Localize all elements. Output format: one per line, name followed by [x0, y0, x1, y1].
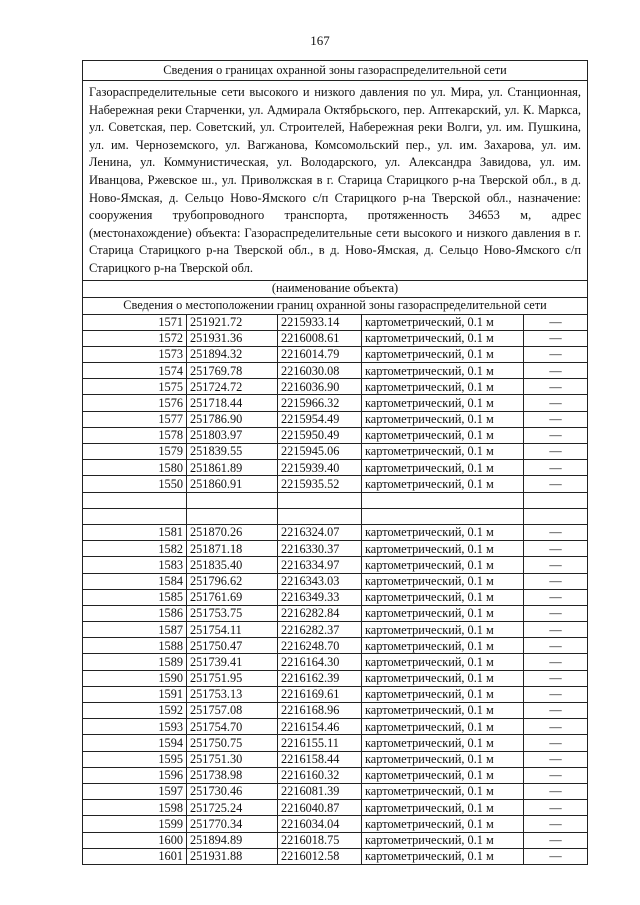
- method-accuracy: картометрический, 0.1 м: [362, 589, 524, 605]
- table-row: [83, 444, 588, 460]
- coordinate-x: 251718.44: [187, 395, 278, 411]
- description-dash: —: [524, 783, 588, 799]
- coordinate-y: [278, 492, 362, 508]
- table-title: Сведения о границах охранной зоны газораспределительной сети: [83, 61, 588, 81]
- description-dash: —: [524, 573, 588, 589]
- description-dash: —: [524, 848, 588, 864]
- table-row: [83, 427, 588, 443]
- description-dash: —: [524, 638, 588, 654]
- coordinate-x: 251861.89: [187, 460, 278, 476]
- coordinate-x: 251839.55: [187, 444, 278, 460]
- point-number: 1575: [83, 379, 187, 395]
- coordinate-y: 2216343.03: [278, 573, 362, 589]
- coordinate-x: 251738.98: [187, 767, 278, 783]
- title-row: [83, 61, 588, 81]
- point-number: 1584: [83, 573, 187, 589]
- point-number: 1591: [83, 686, 187, 702]
- point-number: 1589: [83, 654, 187, 670]
- coordinate-y: 2216030.08: [278, 363, 362, 379]
- coordinate-y: 2216034.04: [278, 816, 362, 832]
- table-row: [83, 686, 588, 702]
- coordinate-x: 251750.47: [187, 638, 278, 654]
- point-number: 1582: [83, 541, 187, 557]
- point-number: 1581: [83, 524, 187, 540]
- object-caption: (наименование объекта): [83, 280, 588, 297]
- coordinate-x: [187, 492, 278, 508]
- method-accuracy: картометрический, 0.1 м: [362, 330, 524, 346]
- point-number: 1593: [83, 719, 187, 735]
- coordinate-x: [187, 508, 278, 524]
- table-row: [83, 379, 588, 395]
- coordinate-y: 2216160.32: [278, 767, 362, 783]
- description-dash: —: [524, 330, 588, 346]
- table-row: [83, 783, 588, 799]
- coordinate-x: 251754.70: [187, 719, 278, 735]
- method-accuracy: картометрический, 0.1 м: [362, 524, 524, 540]
- coordinate-y: 2216168.96: [278, 703, 362, 719]
- table-row: [83, 395, 588, 411]
- method-accuracy: картометрический, 0.1 м: [362, 703, 524, 719]
- coordinate-y: 2215935.52: [278, 476, 362, 492]
- table-row: [83, 541, 588, 557]
- description-dash: —: [524, 686, 588, 702]
- page-number: 167: [310, 33, 330, 48]
- description-dash: —: [524, 605, 588, 621]
- description-dash: —: [524, 524, 588, 540]
- table-row: [83, 314, 588, 330]
- description-dash: —: [524, 541, 588, 557]
- method-accuracy: картометрический, 0.1 м: [362, 314, 524, 330]
- coordinate-x: 251931.88: [187, 848, 278, 864]
- coordinate-x: 251921.72: [187, 314, 278, 330]
- method-accuracy: картометрический, 0.1 м: [362, 719, 524, 735]
- method-accuracy: картометрический, 0.1 м: [362, 816, 524, 832]
- table-row: [83, 832, 588, 848]
- coordinate-y: 2216349.33: [278, 589, 362, 605]
- method-accuracy: картометрический, 0.1 м: [362, 848, 524, 864]
- description-dash: —: [524, 832, 588, 848]
- table-row: [83, 605, 588, 621]
- coordinate-x: 251730.46: [187, 783, 278, 799]
- method-accuracy: [362, 492, 524, 508]
- table-row: [83, 460, 588, 476]
- coordinate-y: 2215966.32: [278, 395, 362, 411]
- table-row: [83, 638, 588, 654]
- coordinate-y: 2216282.37: [278, 622, 362, 638]
- description-dash: —: [524, 346, 588, 362]
- description-dash: —: [524, 670, 588, 686]
- coordinate-y: 2216158.44: [278, 751, 362, 767]
- coordinate-y: 2216154.46: [278, 719, 362, 735]
- table-row: [83, 848, 588, 864]
- description-dash: —: [524, 444, 588, 460]
- method-accuracy: картометрический, 0.1 м: [362, 767, 524, 783]
- point-number: 1596: [83, 767, 187, 783]
- point-number: 1583: [83, 557, 187, 573]
- table-row: [83, 524, 588, 540]
- coordinate-x: 251753.75: [187, 605, 278, 621]
- location-header: Сведения о местоположении границ охранной зоны газораспределительной сети: [83, 297, 588, 314]
- point-number: [83, 492, 187, 508]
- method-accuracy: картометрический, 0.1 м: [362, 735, 524, 751]
- coordinate-x: 251894.32: [187, 346, 278, 362]
- description-dash: —: [524, 767, 588, 783]
- description-dash: —: [524, 379, 588, 395]
- description-dash: —: [524, 460, 588, 476]
- point-number: 1577: [83, 411, 187, 427]
- point-number: 1578: [83, 427, 187, 443]
- coordinate-x: 251725.24: [187, 800, 278, 816]
- method-accuracy: картометрический, 0.1 м: [362, 444, 524, 460]
- description-dash: —: [524, 557, 588, 573]
- method-accuracy: картометрический, 0.1 м: [362, 476, 524, 492]
- method-accuracy: картометрический, 0.1 м: [362, 654, 524, 670]
- coordinate-x: 251835.40: [187, 557, 278, 573]
- coordinate-y: 2216169.61: [278, 686, 362, 702]
- table-row: [83, 654, 588, 670]
- coordinate-x: 251796.62: [187, 573, 278, 589]
- table-row: [83, 557, 588, 573]
- description-row: [83, 81, 588, 281]
- point-number: 1574: [83, 363, 187, 379]
- table-row: [83, 816, 588, 832]
- table-row: [83, 735, 588, 751]
- table-row: [83, 411, 588, 427]
- coordinate-x: 251751.95: [187, 670, 278, 686]
- method-accuracy: картометрический, 0.1 м: [362, 605, 524, 621]
- coordinate-y: 2216164.30: [278, 654, 362, 670]
- table-row: [83, 719, 588, 735]
- table-row: [83, 703, 588, 719]
- coordinate-y: 2215939.40: [278, 460, 362, 476]
- description-dash: —: [524, 476, 588, 492]
- coordinate-y: 2215933.14: [278, 314, 362, 330]
- coordinate-y: 2216162.39: [278, 670, 362, 686]
- point-number: 1576: [83, 395, 187, 411]
- method-accuracy: картометрический, 0.1 м: [362, 638, 524, 654]
- point-number: [83, 508, 187, 524]
- method-accuracy: картометрический, 0.1 м: [362, 379, 524, 395]
- method-accuracy: картометрический, 0.1 м: [362, 363, 524, 379]
- coordinate-x: 251770.34: [187, 816, 278, 832]
- description-dash: —: [524, 654, 588, 670]
- coordinate-y: [278, 508, 362, 524]
- table-row: [83, 476, 588, 492]
- description-dash: —: [524, 411, 588, 427]
- coordinate-y: 2216334.97: [278, 557, 362, 573]
- method-accuracy: картометрический, 0.1 м: [362, 783, 524, 799]
- point-number: 1594: [83, 735, 187, 751]
- coordinate-y: 2215954.49: [278, 411, 362, 427]
- method-accuracy: картометрический, 0.1 м: [362, 541, 524, 557]
- coordinate-y: 2216036.90: [278, 379, 362, 395]
- coordinate-x: 251870.26: [187, 524, 278, 540]
- method-accuracy: картометрический, 0.1 м: [362, 622, 524, 638]
- point-number: 1579: [83, 444, 187, 460]
- table-row: [83, 363, 588, 379]
- coordinate-y: 2216018.75: [278, 832, 362, 848]
- method-accuracy: картометрический, 0.1 м: [362, 573, 524, 589]
- method-accuracy: картометрический, 0.1 м: [362, 557, 524, 573]
- coordinate-y: 2216008.61: [278, 330, 362, 346]
- coordinate-x: 251753.13: [187, 686, 278, 702]
- coordinate-x: 251724.72: [187, 379, 278, 395]
- description-dash: [524, 508, 588, 524]
- method-accuracy: картометрический, 0.1 м: [362, 670, 524, 686]
- description-dash: —: [524, 395, 588, 411]
- coordinate-y: 2216282.84: [278, 605, 362, 621]
- description-dash: —: [524, 427, 588, 443]
- description-dash: —: [524, 703, 588, 719]
- table-row: [83, 508, 588, 524]
- coordinate-y: 2216081.39: [278, 783, 362, 799]
- table-row: [83, 767, 588, 783]
- point-number: 1580: [83, 460, 187, 476]
- point-number: 1550: [83, 476, 187, 492]
- method-accuracy: картометрический, 0.1 м: [362, 427, 524, 443]
- coordinate-y: 2215950.49: [278, 427, 362, 443]
- coordinate-x: 251769.78: [187, 363, 278, 379]
- boundary-table: [82, 60, 588, 865]
- point-number: 1587: [83, 622, 187, 638]
- coordinate-x: 251750.75: [187, 735, 278, 751]
- coordinate-y: 2216012.58: [278, 848, 362, 864]
- caption-row: [83, 280, 588, 297]
- table-row: [83, 670, 588, 686]
- method-accuracy: картометрический, 0.1 м: [362, 800, 524, 816]
- coordinate-x: 251786.90: [187, 411, 278, 427]
- coordinate-x: 251757.08: [187, 703, 278, 719]
- point-number: 1599: [83, 816, 187, 832]
- method-accuracy: картометрический, 0.1 м: [362, 460, 524, 476]
- object-description: Газораспределительные сети высокого и низкого давления по ул. Мира, ул. Станционная, Набережная реки Старченки, ул. Адмирала Октябрьского, пер. Аптекарский, ул. К. Маркса, ул. Советская, пер. Советский, ул. Строителей, Набережная реки Волги, ул. им. Пушкина, ул. им. Черноземского, ул. Вагжанова, Комсомольский пер., ул. им. Захарова, ул. им. Ленина, ул. Коммунистическая, ул. Володарского, ул. Александра Завидова, ул. им. Иванцова, Ржевское ш., ул. Приволжская в г. Старица Старицкого р-на Тверской обл., в д. Ново-Ямская, д. Сельцо Ново-Ямского с/п Старицкого р-на Тверской обл., назначение: сооружения трубопроводного транспорта, протяженность 34653 м, адрес (местонахождение) объекта: Газораспределительные сети высокого и низкого давления в г. Старица Старицкого р-на Тверской обл., в д. Ново-Ямская, д. Сельцо Ново-Ямского с/п Старицкого р-на Тверской обл.: [83, 81, 588, 281]
- coordinate-x: 251871.18: [187, 541, 278, 557]
- point-number: 1600: [83, 832, 187, 848]
- point-number: 1585: [83, 589, 187, 605]
- method-accuracy: картометрический, 0.1 м: [362, 686, 524, 702]
- description-dash: —: [524, 589, 588, 605]
- coordinate-y: 2216155.11: [278, 735, 362, 751]
- method-accuracy: картометрический, 0.1 м: [362, 395, 524, 411]
- coordinate-y: 2216014.79: [278, 346, 362, 362]
- point-number: 1595: [83, 751, 187, 767]
- description-dash: —: [524, 622, 588, 638]
- point-number: 1571: [83, 314, 187, 330]
- coordinate-y: 2216324.07: [278, 524, 362, 540]
- table-row: [83, 346, 588, 362]
- table-row: [83, 751, 588, 767]
- description-dash: —: [524, 735, 588, 751]
- coordinate-x: 251803.97: [187, 427, 278, 443]
- point-number: 1601: [83, 848, 187, 864]
- method-accuracy: картометрический, 0.1 м: [362, 751, 524, 767]
- point-number: 1597: [83, 783, 187, 799]
- coordinate-y: 2215945.06: [278, 444, 362, 460]
- description-dash: —: [524, 719, 588, 735]
- coordinate-y: 2216040.87: [278, 800, 362, 816]
- table-body: [83, 61, 588, 865]
- table-row: [83, 800, 588, 816]
- table-row: [83, 573, 588, 589]
- coordinate-y: 2216248.70: [278, 638, 362, 654]
- table-row: [83, 492, 588, 508]
- description-dash: —: [524, 314, 588, 330]
- point-number: 1572: [83, 330, 187, 346]
- location-header-row: [83, 297, 588, 314]
- coordinate-x: 251739.41: [187, 654, 278, 670]
- table-row: [83, 622, 588, 638]
- point-number: 1598: [83, 800, 187, 816]
- coordinate-x: 251931.36: [187, 330, 278, 346]
- coordinate-x: 251761.69: [187, 589, 278, 605]
- description-dash: —: [524, 363, 588, 379]
- point-number: 1586: [83, 605, 187, 621]
- table-row: [83, 589, 588, 605]
- coordinate-x: 251894.89: [187, 832, 278, 848]
- description-dash: —: [524, 800, 588, 816]
- method-accuracy: картометрический, 0.1 м: [362, 411, 524, 427]
- coordinate-y: 2216330.37: [278, 541, 362, 557]
- point-number: 1590: [83, 670, 187, 686]
- description-dash: —: [524, 816, 588, 832]
- description-dash: [524, 492, 588, 508]
- point-number: 1573: [83, 346, 187, 362]
- coordinate-x: 251754.11: [187, 622, 278, 638]
- description-dash: —: [524, 751, 588, 767]
- point-number: 1592: [83, 703, 187, 719]
- table-row: [83, 330, 588, 346]
- point-number: 1588: [83, 638, 187, 654]
- method-accuracy: картометрический, 0.1 м: [362, 346, 524, 362]
- coordinate-x: 251860.91: [187, 476, 278, 492]
- method-accuracy: картометрический, 0.1 м: [362, 832, 524, 848]
- coordinate-x: 251751.30: [187, 751, 278, 767]
- method-accuracy: [362, 508, 524, 524]
